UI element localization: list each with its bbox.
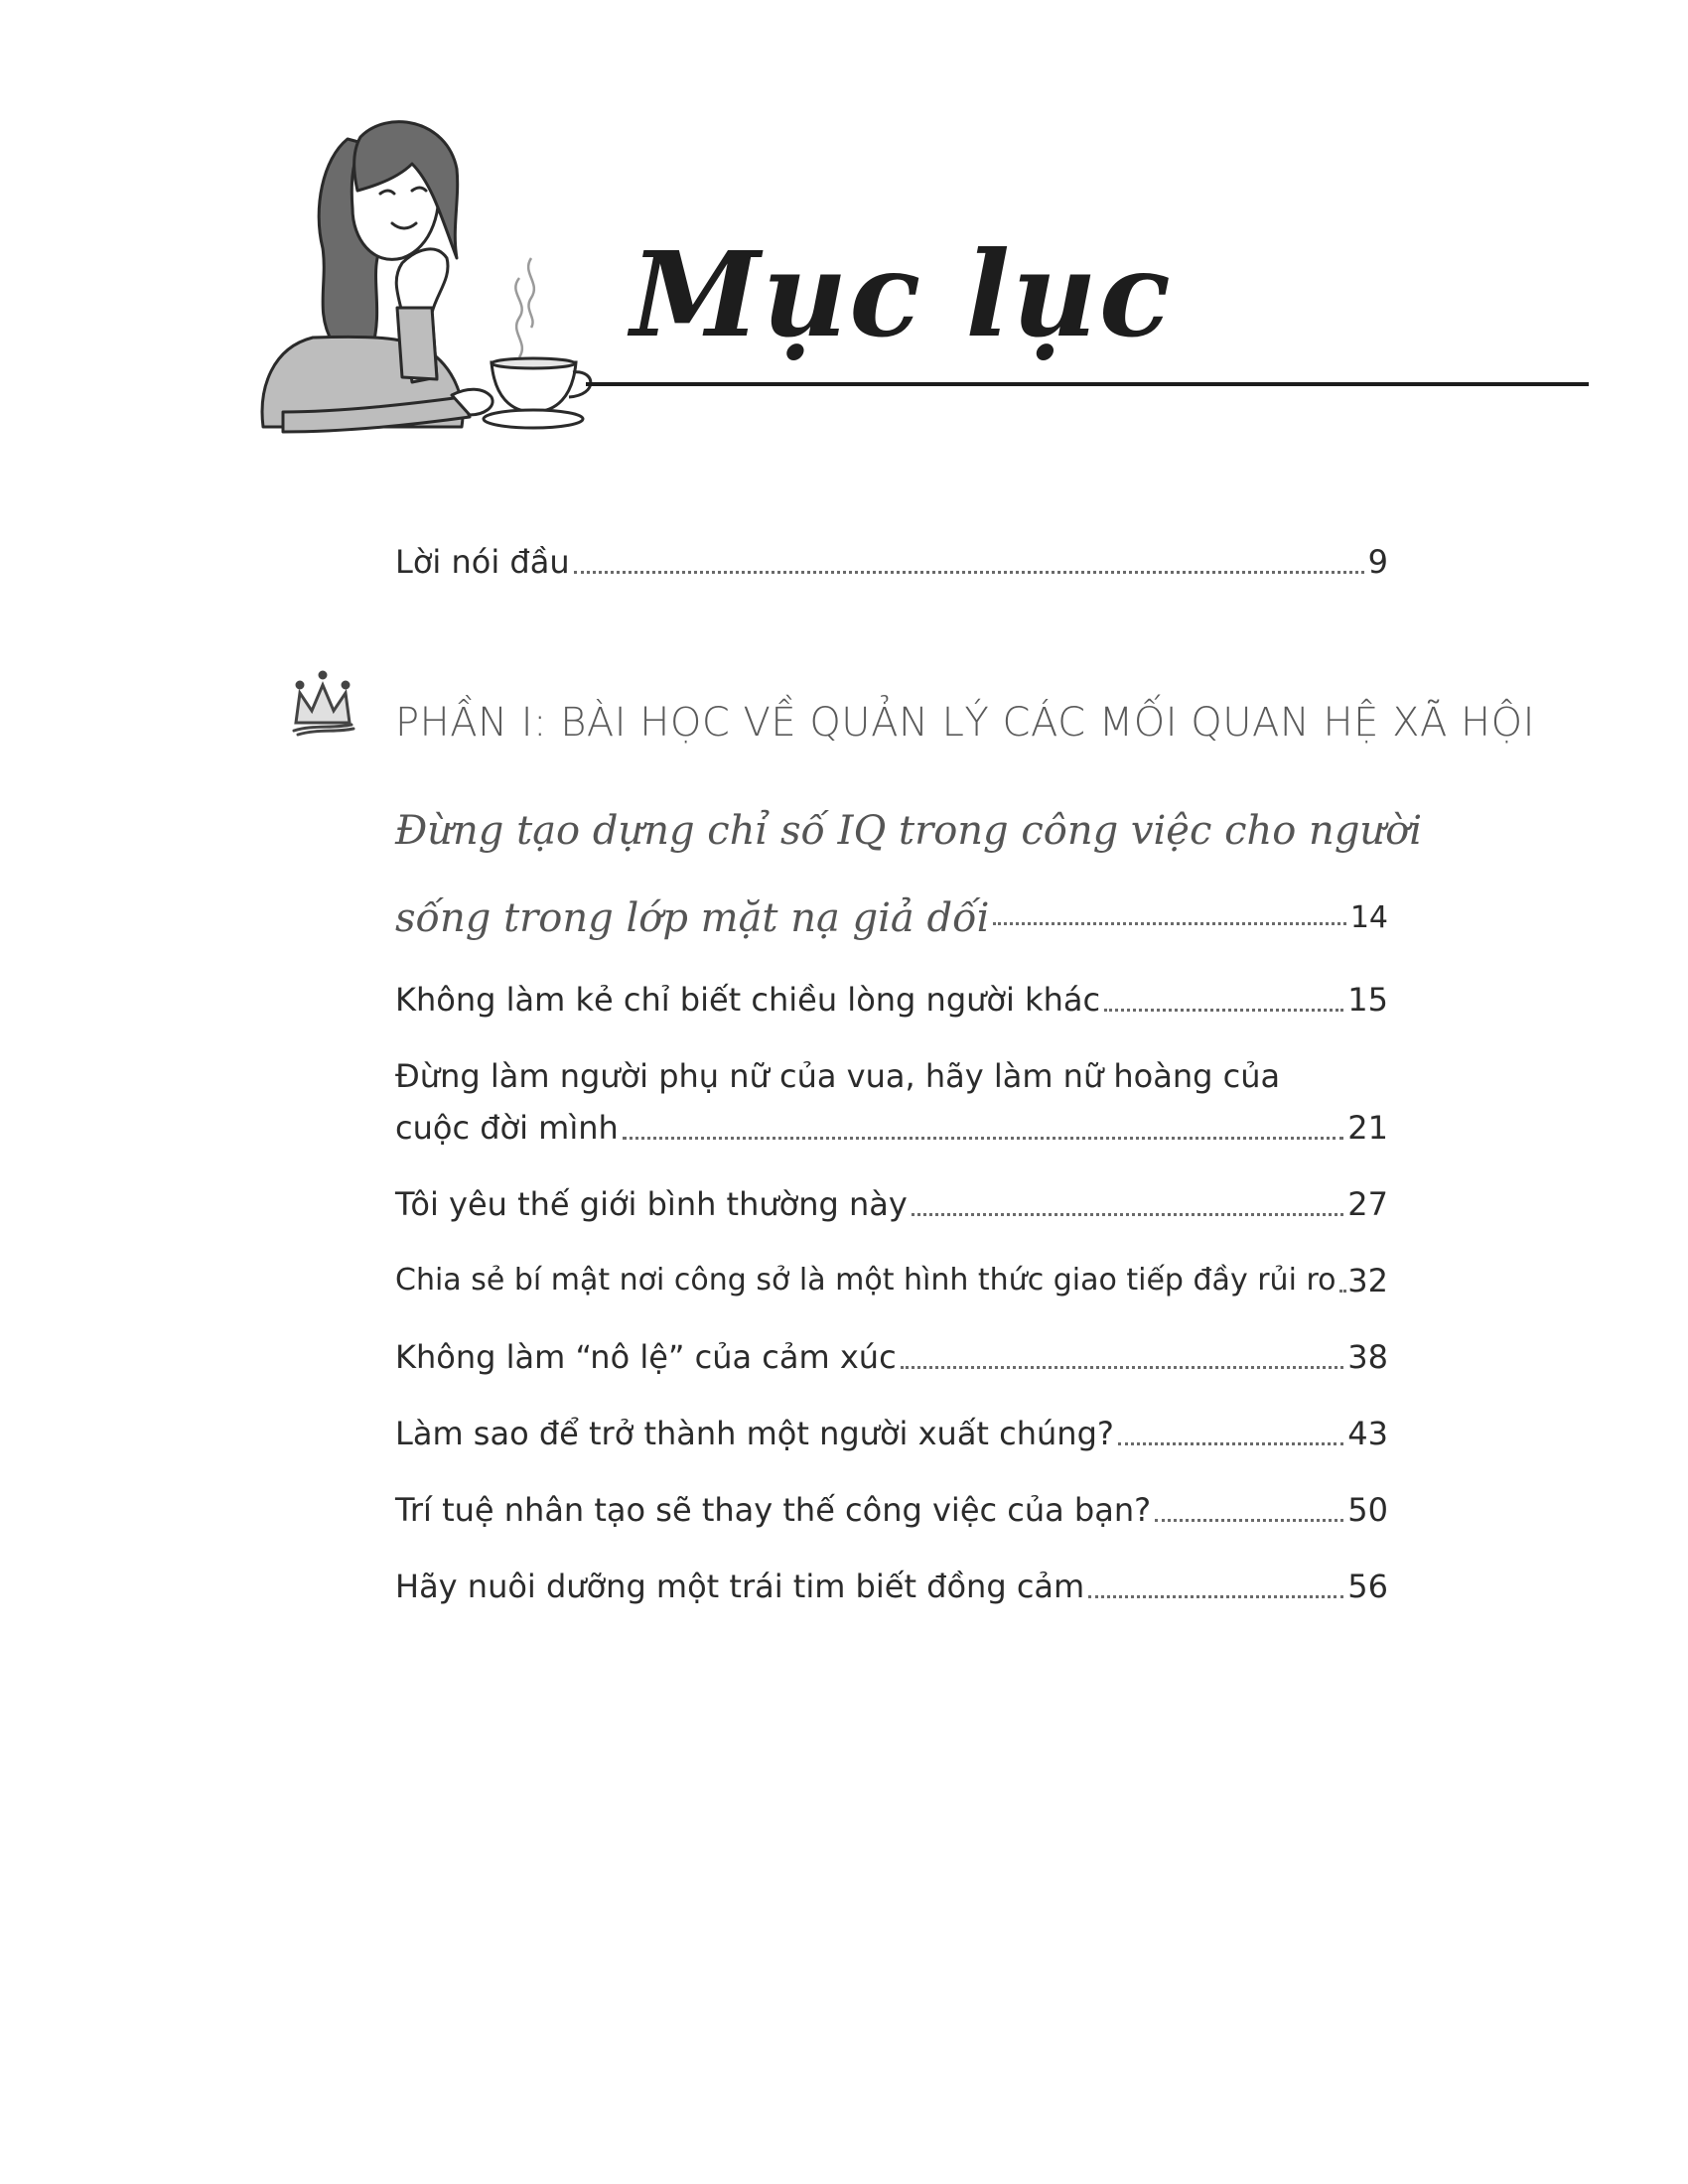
toc-entry[interactable] — [395, 1050, 1388, 1154]
crown-icon — [288, 663, 357, 743]
toc-entry[interactable] — [395, 1255, 1388, 1306]
toc-page-number: 14 — [1349, 900, 1388, 935]
toc-page-number: 50 — [1347, 1491, 1388, 1529]
dot-leader — [993, 922, 1345, 925]
dot-leader — [1339, 1290, 1343, 1293]
dot-leader — [574, 571, 1364, 574]
toc-entry-title-line1: Đừng tạo dựng chỉ số IQ trong công việc cho người — [395, 808, 1423, 854]
dot-leader — [1155, 1519, 1343, 1522]
toc-entry-title: Không làm kẻ chỉ biết chiều lòng người khác — [395, 981, 1101, 1019]
toc-entry-title: Chia sẻ bí mật nơi công sở là một hình thức giao tiếp đầy rủi ro — [395, 1263, 1336, 1297]
woman-with-coffee-illustration — [253, 99, 611, 437]
toc-entry[interactable] — [395, 1331, 1388, 1383]
toc-page-number: 38 — [1347, 1338, 1388, 1376]
toc-entry[interactable] — [395, 1178, 1388, 1230]
toc-page-number: 32 — [1347, 1262, 1388, 1299]
toc-entry[interactable] — [395, 1484, 1388, 1536]
toc-entry-title: Không làm “nô lệ” của cảm xúc — [395, 1338, 897, 1376]
toc-entry[interactable] — [395, 974, 1388, 1025]
dot-leader — [1118, 1442, 1343, 1445]
toc-page-number: 21 — [1347, 1109, 1388, 1147]
part-heading: PHẦN I: BÀI HỌC VỀ QUẢN LÝ CÁC MỐI QUAN HỆ XÃ HỘI — [395, 700, 1535, 746]
toc-entry[interactable] — [395, 1561, 1388, 1612]
toc-entry-title: Trí tuệ nhân tạo sẽ thay thế công việc của bạn? — [395, 1491, 1152, 1529]
toc-entry-title-line2: cuộc đời mình — [395, 1109, 619, 1147]
toc-entry-title: Làm sao để trở thành một người xuất chúng? — [395, 1415, 1114, 1452]
toc-entry-title: Tôi yêu thế giới bình thường này — [395, 1185, 908, 1223]
toc-page-number: 27 — [1347, 1185, 1388, 1223]
dot-leader — [912, 1213, 1343, 1216]
page-title: Mục lục — [631, 225, 1173, 363]
toc-page-number: 15 — [1347, 981, 1388, 1019]
dot-leader — [901, 1366, 1344, 1369]
toc-entry[interactable] — [395, 1408, 1388, 1459]
toc-entry-preface[interactable] — [395, 536, 1388, 588]
dot-leader — [1088, 1595, 1343, 1598]
toc-page-number: 43 — [1347, 1415, 1388, 1452]
dot-leader — [1104, 1009, 1343, 1012]
toc-page-number: 9 — [1367, 543, 1388, 581]
title-underline — [586, 382, 1589, 386]
dot-leader — [623, 1137, 1343, 1140]
toc-entry-featured[interactable] — [395, 794, 1423, 941]
toc-entry-title-line2: sống trong lớp mặt nạ giả dối — [395, 895, 990, 941]
toc-entry-title-line1: Đừng làm người phụ nữ của vua, hãy làm nữ hoàng của — [395, 1057, 1281, 1095]
toc-page-number: 56 — [1347, 1568, 1388, 1605]
toc-entry-title: Lời nói đầu — [395, 543, 570, 581]
toc-entry-title: Hãy nuôi dưỡng một trái tim biết đồng cảm — [395, 1568, 1085, 1605]
